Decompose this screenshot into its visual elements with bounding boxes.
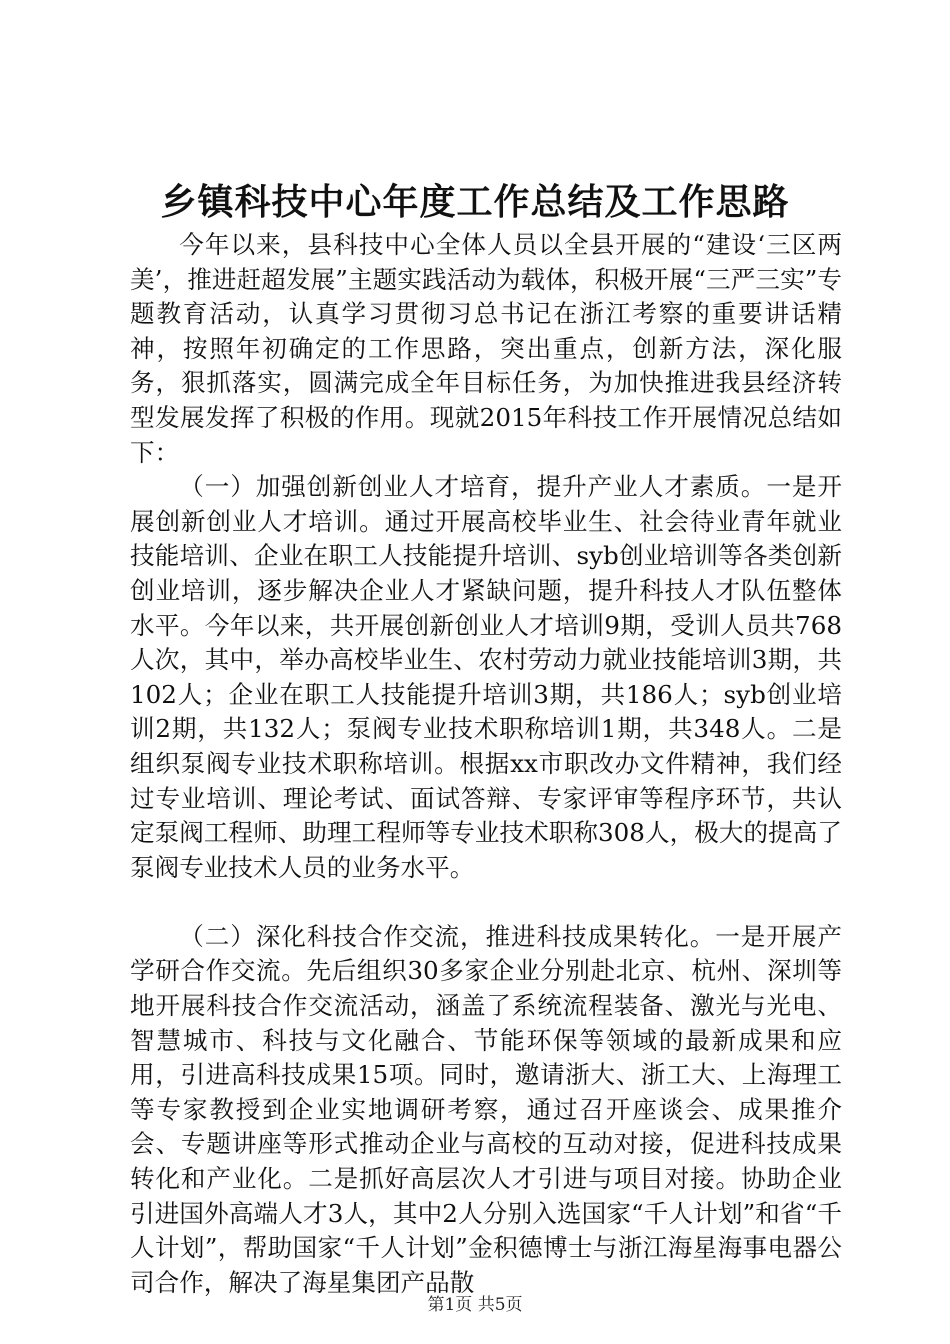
- paragraph-section-2: （二）深化科技合作交流，推进科技成果转化。一是开展产学研合作交流。先后组织30多家企业分别赴北京、杭州、深圳等地开展科技合作交流活动，涵盖了系统流程装备、激光与光电、智慧城市、科技与文化融合、节能环保等领域的最新成果和应用，引进高科技成果15项。同时，邀请浙大、浙工大、上海理工等专家教授到企业实地调研考察，通过召开座谈会、成果推介会、专题讲座等形式推动企业与高校的互动对接，促进科技成果转化和产业化。二是抓好高层次人才引进与项目对接。协助企业引进国外高端人才3人，其中2人分别入选国家“千人计划”和省“千人计划”，帮助国家“千人计划”金积德博士与浙江海星海事电器公司合作，解决了海星集团产品散: [130, 921, 842, 1297]
- paragraph-intro: 今年以来，县科技中心全体人员以全县开展的“建设‘三区两美’，推进赶超发展”主题实践活动为载体，积极开展“三严三实”专题教育活动，认真学习贯彻习总书记在浙江考察的重要讲话精神，按照年初确定的工作思路，突出重点，创新方法，深化服务，狠抓落实，圆满完成全年目标任务，为加快推进我县经济转型发展发挥了积极的作用。现就2015年科技工作开展情况总结如下：: [130, 230, 842, 467]
- paragraph-section-1: （一）加强创新创业人才培育，提升产业人才素质。一是开展创新创业人才培训。通过开展高校毕业生、社会待业青年就业技能培训、企业在职工人技能提升培训、syb创业培训等各类创新创业培训，逐步解决企业人才紧缺问题，提升科技人才队伍整体水平。今年以来，共开展创新创业人才培训9期，受训人员共768人次，其中，举办高校毕业生、农村劳动力就业技能培训3期，共102人；企业在职工人技能提升培训3期，共186人；syb创业培训2期，共132人；泵阀专业技术职称培训1期，共348人。二是组织泵阀专业技术职称培训。根据xx市职改办文件精神，我们经过专业培训、理论考试、面试答辩、专家评审等程序环节，共认定泵阀工程师、助理工程师等专业技术职称308人，极大的提高了泵阀专业技术人员的业务水平。: [130, 472, 842, 882]
- document-body: [130, 228, 842, 1300]
- page-number-footer: 第1页 共5页: [427, 1295, 523, 1315]
- document-title: 乡镇科技中心年度工作总结及工作思路: [160, 181, 790, 223]
